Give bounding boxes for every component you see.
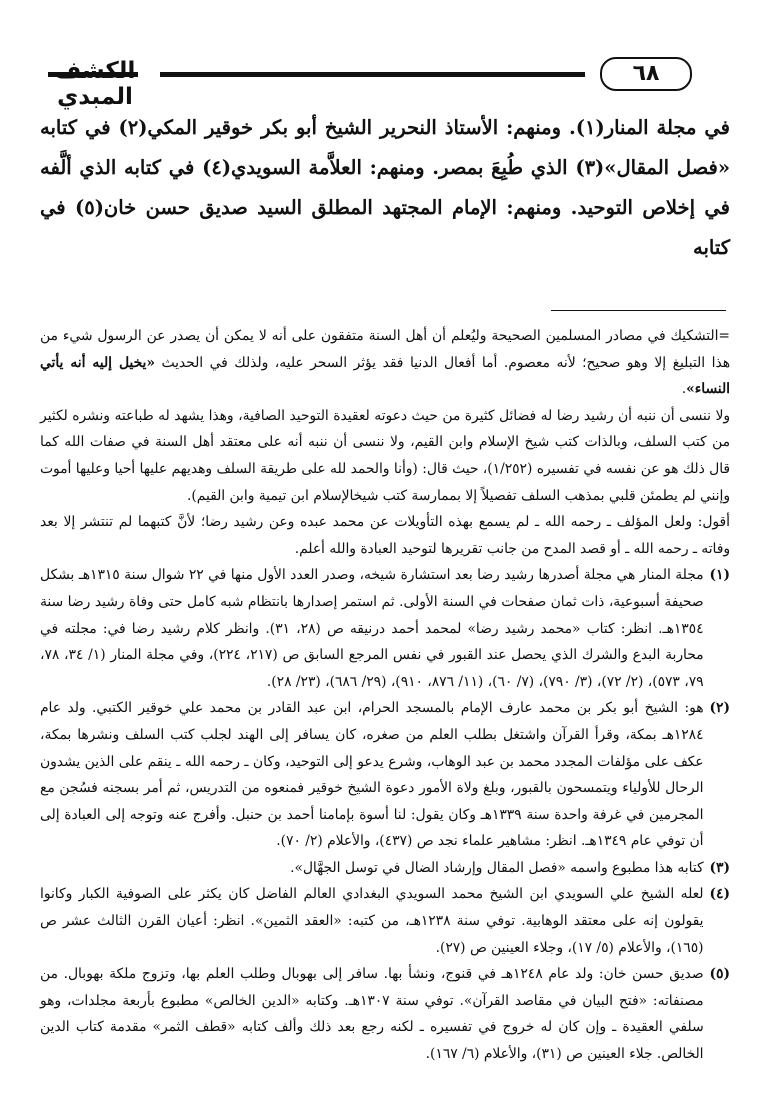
header-rule bbox=[160, 72, 585, 77]
footnotes bbox=[40, 323, 730, 1068]
footnote-2 bbox=[40, 695, 730, 855]
footnote-number: (٢) bbox=[709, 700, 730, 717]
main-paragraph: في مجلة المنار(١). ومنهم: الأستاذ النحرير الشيخ أبو بكر خوقير المكي(٢) في كتابه «فصل المقال»(٣) الذي طُبِعَ بمصر. ومنهم: العلاَّمة السويدي(٤) في كتابه الذي ألَّفه في إخلاص التوحيد. ومنهم: الإمام المجتهد المطلق السيد صديق حسن خان(٥) في كتابه bbox=[40, 116, 731, 259]
footnote-number: (١) bbox=[709, 567, 730, 584]
footnote-3 bbox=[40, 855, 730, 882]
continuation-text: =التشكيك في مصادر المسلمين الصحيحة وليُعلم أن أهل السنة متفقون على أنه لا يمكن أن يصدر عن الرسول شيء من هذا التبليغ إلا وهو صحيح؛ لأنه معصوم. أما أفعال الدنيا فقد يؤثر السحر عليه، ولذلك في الحديث bbox=[40, 328, 730, 371]
footnote-number: (٥) bbox=[709, 966, 730, 983]
footnote-5 bbox=[40, 961, 730, 1067]
continuation-paragraph-3: أقول: ولعل المؤلف ـ رحمه الله ـ لم يسمع بهذه التأويلات عن محمد عبده وعن رشيد رضا؛ لأنَّ كتبهما لم تنتشر إلا بعد وفاته ـ رحمه الله ـ أو قصد المدح من جانب تقريرها لتوحيد العبادة والله أعلم. bbox=[40, 514, 730, 557]
footnote-4 bbox=[40, 881, 730, 961]
footnote-text: لعله الشيخ علي السويدي ابن الشيخ محمد السويدي البغدادي العالم الفاضل كان يكثر على الصوفية الكبار وكانوا يقولون إنه على معتقد الوهابية. توفي سنة ١٢٣٨هـ، من كتبه: «العقد الثمين». انظر: أعيان القرن الثالث عشر ص (١٦٥)، والأعلام (٥/ ١٧)، وجلاء العينين ص (٢٧). bbox=[40, 886, 704, 956]
continuation-paragraph-2: ولا ننسى أن ننبه أن رشيد رضا له فضائل كثيرة من حيث دعوته لعقيدة التوحيد الصافية، وهذا يشهد له طباعته ونشره لكثير من كتب السلف، وبالذات كتب شيخ الإسلام وابن القيم، ولا ننسى أن ننبه أنه على معتقد أهل السنة في صفات الله كما قال ذلك هو عن نفسه في تفسيره (١/٢٥٢)، حيث قال: (وأنا والحمد لله على طريقة السلف وهديهم عليها أحيا وعليها أموت وإنني لم يطمئن قلبي بمذهب السلف تفصيلاً إلا بممارسة كتب شيخالإسلام ابن تيمية وابن القيم). bbox=[40, 407, 731, 504]
hadith-quote: «يخيل إليه أنه يأتي النساء» bbox=[40, 354, 730, 398]
footnote-number: (٤) bbox=[709, 886, 730, 903]
footnote-text: صديق حسن خان: ولد عام ١٢٤٨هـ في قنوج، ونشأ بها. سافر إلى بهوبال وطلب العلم بها، وتزوج ملكة بهوبال. من مصنفاته: «فتح البيان في مقاصد القرآن». توفي سنة ١٣٠٧هـ. وكتابه «الدين الخالص» مطبوع بأربعة مجلدات، وهو سلفي العقيدة ـ وإن كان له خروج في تفسيره ـ لكنه رجع بعد ذلك وألف كتابه «قطف الثمر» مقدمة كتاب الدين الخالص. جلاء العينين ص (٣١)، والأعلام (٦/ ١٦٧). bbox=[40, 966, 704, 1063]
footnote-1 bbox=[40, 562, 730, 695]
footnote-separator bbox=[551, 310, 726, 311]
footnote-continuation: =التشكيك في مصادر المسلمين الصحيحة وليُعلم أن أهل السنة متفقون على أنه لا يمكن أن يصدر عن الرسول شيء من هذا التبليغ إلا وهو صحيح؛ لأنه معصوم. أما أفعال الدنيا فقد يؤثر السحر عليه، ولذلك في الحديث «يخيل إليه أنه يأتي النساء». bbox=[40, 328, 730, 398]
footnote-text: مجلة المنار هي مجلة أصدرها رشيد رضا بعد استشارة شيخه، وصدر العدد الأول منها في ٢٢ شوال سنة ١٣١٥هـ بشكل صحيفة أسبوعية، ذات ثمان صفحات في السنة الأولى. ثم استمر إصدارها بانتظام شبه كامل حتى وفاة رشيد رضا سنة ١٣٥٤هـ. انظر: كتاب «محمد رشيد رضا» لمحمد أحمد درنيقه ص (٢٨، ٣١). وانظر كلام رشيد رضا في: مجلته في محاربة البدع والشرك الذي يحصل عند القبور في نفس المرجع السابق ص (٢١٧، ٢٢٤)، وفي مجلة المنار (١/ ٣٤، ٧٨، ٧٩، ٥٧٣)، (٢/ ٧٢)، (٣/ ٧٩٠)، (٧/ ٦٠)، (١١/ ٨٧٦، ٩١٠)، (٢٩/ ٦٨٦)، (٢٣/ ٢٨). bbox=[40, 567, 704, 690]
footnote-text: هو: الشيخ أبو بكر بن محمد عارف الإمام بالمسجد الحرام، ابن عبد القادر بن محمد علي خوقير الكتبي. ولد عام ١٢٨٤هـ بمكة، وقرأ القرآن واشتغل بطلب العلم من صغره، كان يسافر إلى الهند لجلب كتب السلف ونشرها بمكة، عكف على مؤلفات المجدد محمد بن عبد الوهاب، وشرع يدعو إلى التوحيد، وكان ـ رحمه الله ـ ينقم على الذين يشدون الرحال للأولياء ويتمسحون بالقبور، وبلغ ولاة الأمور دعوة الشيخ خوقير فمنعوه من التدريس، ثم أمر بسجنه فسُجن مع المجرمين في غرفة واحدة سنة ١٣٣٩هـ وكان يقول: لنا أسوة بإمامنا أحمد بن حنبل. وأفرج عنه وتوجه إلى العبادة إلى أن توفي عام ١٣٤٩هـ. انظر: مشاهير علماء نجد ص (٤٣٧)، والأعلام (٢/ ٧٠). bbox=[40, 700, 704, 850]
page-number: ٦٨ bbox=[600, 57, 692, 91]
main-text bbox=[40, 108, 730, 268]
book-page bbox=[40, 48, 730, 1068]
running-header bbox=[40, 48, 730, 110]
book-title: الكشف المبدي bbox=[54, 58, 136, 110]
footnote-text: كتابه هذا مطبوع واسمه «فصل المقال وإرشاد الضال في توسل الجهَّال». bbox=[290, 859, 704, 876]
footnote-number: (٣) bbox=[709, 859, 730, 876]
